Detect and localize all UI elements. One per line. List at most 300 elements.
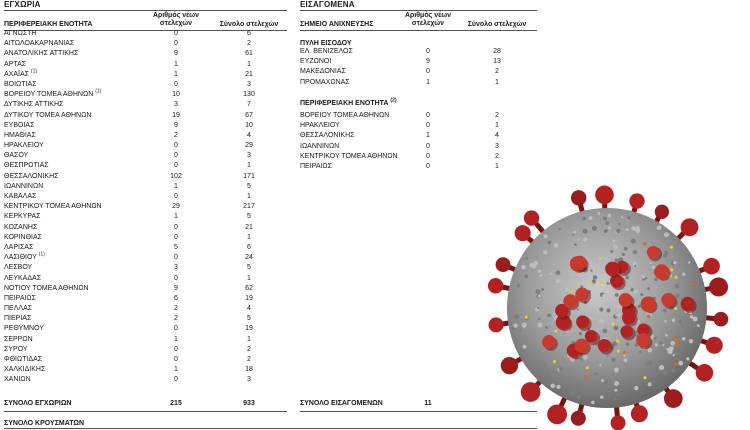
row-name bbox=[4, 263, 32, 273]
row-total-count: 3 bbox=[495, 142, 499, 150]
table-row bbox=[4, 375, 287, 385]
domestic-total-total: 933 bbox=[243, 400, 255, 407]
virus-spike-head bbox=[515, 225, 531, 241]
virus-texture-dot bbox=[593, 318, 595, 320]
virus-surface-spike-head bbox=[572, 256, 586, 270]
region-subheading bbox=[300, 97, 397, 107]
virus-texture-dot bbox=[601, 304, 604, 307]
virus-texture-dot bbox=[657, 225, 662, 230]
row-new-count: 102 bbox=[170, 172, 182, 180]
virus-texture-dot bbox=[604, 257, 609, 262]
region-subheading-text: ΠΕΡΙΦΕΡΕΙΑΚΗ ΕΝΟΤΗΤΑ bbox=[300, 100, 389, 107]
table-row bbox=[4, 49, 287, 59]
row-name-text: ΑΝΑΤΟΛΙΚΗΣ ΑΤΤΙΚΗΣ bbox=[4, 50, 79, 58]
virus-texture-dot bbox=[607, 354, 609, 356]
virus-texture-dot bbox=[613, 245, 618, 250]
virus-texture-dot bbox=[663, 309, 667, 313]
virus-texture-dot bbox=[673, 355, 678, 360]
row-name-text: ΚΑΒΑΛΑΣ bbox=[4, 193, 37, 200]
virus-texture-dot bbox=[639, 351, 641, 353]
row-new-count: 29 bbox=[172, 203, 180, 211]
virus-spike-head bbox=[595, 186, 614, 205]
virus-texture-dot bbox=[543, 250, 547, 254]
row-total-count: 5 bbox=[247, 315, 251, 323]
row-name bbox=[4, 304, 32, 314]
row-total-count: 5 bbox=[247, 264, 251, 272]
row-name-text: ΛΕΥΚΑΔΑΣ bbox=[4, 274, 42, 282]
virus-texture-dot bbox=[614, 398, 616, 400]
imported-col-new: Αριθμός νέων στελεχών bbox=[404, 12, 452, 27]
virus-texture-dot bbox=[565, 287, 569, 291]
table-row bbox=[300, 67, 537, 77]
domestic-table bbox=[4, 29, 287, 386]
row-total-count: 62 bbox=[245, 284, 253, 292]
virus-texture-dot bbox=[529, 263, 534, 268]
virus-texture-dot bbox=[539, 274, 542, 277]
imported-total-label: ΣΥΝΟΛΟ ΕΙΣΑΓΟΜΕΝΩΝ bbox=[300, 400, 383, 407]
virus-texture-dot bbox=[642, 275, 645, 278]
virus-protein-dot bbox=[647, 315, 650, 318]
virus-texture-dot bbox=[688, 261, 690, 263]
row-total-count: 2 bbox=[495, 68, 499, 76]
virus-texture-dot bbox=[663, 370, 667, 374]
domestic-total-label: ΣΥΝΟΛΟ ΕΓΧΩΡΙΩΝ bbox=[4, 400, 72, 407]
row-new-count: 2 bbox=[174, 315, 178, 323]
virus-protein-dot bbox=[676, 342, 679, 345]
table-row bbox=[4, 324, 287, 334]
virus-spike-head bbox=[547, 404, 567, 424]
virus-texture-dot bbox=[608, 214, 611, 217]
virus-texture-dot bbox=[602, 294, 607, 299]
table-row bbox=[4, 243, 287, 253]
row-total-count: 2 bbox=[495, 112, 499, 119]
virus-texture-dot bbox=[554, 243, 558, 247]
row-name-text: ΛΕΣΒΟΥ bbox=[4, 264, 33, 272]
row-name bbox=[4, 233, 42, 243]
row-total-count: 24 bbox=[245, 254, 253, 262]
row-new-count: 0 bbox=[426, 122, 430, 130]
row-total-count: 3 bbox=[247, 152, 251, 160]
row-name-text: ΗΡΑΚΛΕΙΟΥ bbox=[300, 122, 340, 130]
virus-texture-dot bbox=[615, 314, 618, 317]
virus-texture-dot bbox=[617, 394, 620, 397]
row-name bbox=[4, 29, 36, 39]
virus-spike-head bbox=[629, 193, 644, 208]
table-row bbox=[4, 172, 287, 182]
virus-texture-dot bbox=[622, 253, 625, 256]
row-name bbox=[4, 60, 26, 70]
row-name bbox=[4, 284, 89, 294]
virus-texture-dot bbox=[624, 358, 628, 362]
virus-spike-head bbox=[714, 312, 729, 327]
row-total-count: 1 bbox=[247, 162, 251, 170]
domestic-section-title: ΕΓΧΩΡΙΑ bbox=[4, 0, 41, 9]
row-new-count: 2 bbox=[174, 305, 178, 313]
row-total-count: 28 bbox=[493, 48, 501, 55]
row-name bbox=[4, 100, 63, 110]
row-name-text: ΒΟΡΕΙΟΥ ΤΟΜΕΑ ΑΘΗΝΩΝ bbox=[4, 91, 94, 99]
virus-protein-dot bbox=[616, 340, 619, 343]
row-new-count: 3 bbox=[174, 264, 178, 272]
cases-total-label: ΣΥΝΟΛΟ ΚΡΟΥΣΜΑΤΩΝ bbox=[4, 420, 85, 427]
virus-texture-dot bbox=[614, 305, 617, 308]
imported-col-total: Σύνολο στελεχών bbox=[467, 21, 527, 28]
virus-texture-dot bbox=[538, 323, 543, 328]
row-new-count: 1 bbox=[426, 78, 430, 86]
table-row bbox=[4, 60, 287, 70]
table-row bbox=[4, 39, 287, 49]
virus-surface-spike-head bbox=[620, 325, 632, 337]
row-new-count: 9 bbox=[426, 58, 430, 66]
row-total-count: 4 bbox=[247, 131, 251, 139]
row-name bbox=[4, 355, 42, 365]
virus-protein-dot bbox=[553, 360, 556, 363]
virus-protein-dot bbox=[617, 350, 620, 353]
row-new-count: 5 bbox=[174, 243, 178, 251]
virus-texture-dot bbox=[579, 332, 582, 335]
row-new-count: 0 bbox=[174, 142, 178, 150]
row-name bbox=[4, 121, 34, 131]
row-total-count: 29 bbox=[245, 142, 253, 150]
virus-texture-dot bbox=[603, 216, 607, 220]
row-name bbox=[4, 223, 37, 233]
virus-texture-dot bbox=[534, 261, 538, 265]
row-new-count: 0 bbox=[174, 233, 178, 241]
table-row bbox=[300, 162, 537, 172]
row-name bbox=[300, 78, 350, 88]
virus-protein-dot bbox=[673, 335, 676, 338]
row-name bbox=[4, 111, 91, 121]
virus-texture-dot bbox=[672, 319, 675, 322]
virus-spike-head bbox=[706, 337, 723, 354]
virus-texture-dot bbox=[635, 228, 638, 231]
row-name bbox=[4, 141, 44, 151]
row-name bbox=[4, 131, 36, 141]
table-row bbox=[4, 304, 287, 314]
virus-texture-dot bbox=[614, 381, 619, 386]
row-name-text: ΒΟΙΩΤΙΑΣ bbox=[4, 80, 37, 88]
virus-protein-dot bbox=[586, 366, 589, 369]
virus-texture-dot bbox=[598, 212, 601, 215]
row-name-text: ΛΑΡΙΣΑΣ bbox=[4, 243, 34, 251]
row-name-text: ΣΕΡΡΩΝ bbox=[4, 335, 33, 343]
virus-texture-dot bbox=[525, 257, 528, 260]
virus-texture-dot bbox=[664, 320, 667, 323]
row-name bbox=[4, 345, 28, 355]
virus-texture-dot bbox=[614, 389, 617, 392]
row-total-count: 1 bbox=[495, 122, 499, 130]
row-new-count: 1 bbox=[426, 132, 430, 140]
row-new-count: 0 bbox=[426, 48, 430, 55]
virus-texture-dot bbox=[538, 318, 540, 320]
row-name bbox=[4, 365, 45, 375]
table-row bbox=[4, 223, 287, 233]
virus-protein-dot bbox=[623, 351, 626, 354]
row-total-count: 171 bbox=[243, 172, 255, 180]
imported-title-rule bbox=[300, 10, 537, 11]
row-new-count: 0 bbox=[174, 162, 178, 170]
virus-texture-dot bbox=[617, 305, 620, 308]
domestic-col-new: Αριθμός νέων στελεχών bbox=[152, 12, 200, 27]
row-name bbox=[4, 161, 49, 171]
virus-texture-dot bbox=[513, 323, 517, 327]
virus-surface-spike-head bbox=[605, 262, 619, 276]
row-name-text: ΑΡΤΑΣ bbox=[4, 60, 27, 68]
virus-surface-spike-head bbox=[654, 264, 669, 279]
virus-surface-spike-head bbox=[542, 335, 556, 349]
virus-spike-head bbox=[696, 364, 714, 382]
virus-texture-dot bbox=[603, 329, 608, 334]
virus-texture-dot bbox=[570, 391, 575, 396]
row-name bbox=[4, 49, 78, 59]
virus-texture-dot bbox=[614, 368, 619, 373]
row-name-text: ΔΥΤΙΚΟΥ ΤΟΜΕΑ ΑΘΗΝΩΝ bbox=[4, 111, 92, 119]
virus-texture-dot bbox=[604, 262, 606, 264]
row-name bbox=[4, 324, 44, 334]
virus-spike-head bbox=[521, 382, 541, 402]
row-new-count: 0 bbox=[174, 274, 178, 282]
row-new-count: 0 bbox=[174, 345, 178, 353]
row-new-count: 9 bbox=[174, 121, 178, 129]
table-row bbox=[4, 111, 287, 121]
table-row bbox=[4, 294, 287, 304]
virus-texture-dot bbox=[523, 345, 527, 349]
table-row bbox=[4, 345, 287, 355]
row-total-count: 1 bbox=[247, 274, 251, 282]
virus-protein-dot bbox=[525, 316, 528, 319]
row-total-count: 18 bbox=[245, 366, 253, 374]
row-name bbox=[300, 131, 354, 141]
row-name bbox=[4, 70, 37, 80]
imported-section-title: ΕΙΣΑΓΟΜΕΝΑ bbox=[300, 0, 355, 9]
virus-texture-dot bbox=[634, 386, 638, 390]
virus-texture-dot bbox=[599, 364, 601, 366]
row-footnote-marker: (1) bbox=[95, 88, 102, 95]
row-total-count: 1 bbox=[495, 162, 499, 170]
virus-texture-dot bbox=[634, 265, 636, 267]
virus-surface-spike-head bbox=[641, 296, 657, 312]
virus-texture-dot bbox=[595, 373, 598, 376]
virus-texture-dot bbox=[669, 346, 674, 351]
virus-texture-dot bbox=[615, 258, 619, 262]
row-new-count: 0 bbox=[174, 152, 178, 160]
domestic-title-rule bbox=[4, 10, 287, 11]
row-name-text: ΧΑΛΚΙΔΙΚΗΣ bbox=[4, 366, 46, 374]
row-total-count: 5 bbox=[247, 213, 251, 221]
table-row bbox=[300, 57, 537, 67]
row-name-text: ΕΥΖΩΝΟΙ bbox=[300, 58, 332, 66]
row-name-text: ΘΕΣΣΑΛΟΝΙΚΗΣ bbox=[4, 172, 59, 180]
virus-texture-dot bbox=[680, 320, 682, 322]
virus-texture-dot bbox=[599, 308, 603, 312]
virus-spike-head bbox=[496, 257, 511, 272]
row-name bbox=[300, 142, 339, 152]
row-total-count: 19 bbox=[245, 325, 253, 333]
imported-header-rule bbox=[300, 30, 537, 31]
virus-texture-dot bbox=[547, 371, 551, 375]
virus-spike-head bbox=[489, 317, 504, 332]
virus-texture-dot bbox=[589, 216, 593, 220]
virus-texture-dot bbox=[548, 241, 551, 244]
row-total-count: 10 bbox=[245, 121, 253, 129]
virus-texture-dot bbox=[647, 360, 652, 365]
table-row bbox=[300, 142, 537, 152]
virus-texture-dot bbox=[664, 232, 669, 237]
row-new-count: 1 bbox=[174, 213, 178, 221]
row-name-text: ΚΕΝΤΡΙΚΟΥ ΤΟΜΕΑ ΑΘΗΝΩΝ bbox=[4, 203, 102, 211]
table-row bbox=[4, 212, 287, 222]
virus-spike-head bbox=[611, 415, 626, 430]
row-new-count: 0 bbox=[174, 30, 178, 37]
row-name-text: ΘΑΣΟΥ bbox=[4, 152, 29, 160]
row-total-count: 130 bbox=[243, 91, 255, 99]
virus-surface-spike-head bbox=[576, 315, 589, 328]
virus-texture-dot bbox=[600, 395, 604, 399]
row-name-text: ΘΕΣΣΑΛΟΝΙΚΗΣ bbox=[300, 132, 355, 140]
virus-protein-dot bbox=[600, 281, 603, 284]
virus-texture-dot bbox=[547, 314, 551, 318]
row-total-count: 5 bbox=[247, 182, 251, 190]
virus-spike-head bbox=[501, 357, 518, 374]
row-total-count: 7 bbox=[247, 101, 251, 109]
virus-texture-dot bbox=[633, 250, 637, 254]
row-total-count: 13 bbox=[493, 58, 501, 66]
virus-texture-dot bbox=[521, 265, 526, 270]
row-new-count: 0 bbox=[426, 142, 430, 150]
row-name-text: ΒΟΡΕΙΟΥ ΤΟΜΕΑ ΑΘΗΝΩΝ bbox=[300, 112, 390, 119]
virus-surface-spike-head bbox=[647, 246, 659, 258]
virus-texture-dot bbox=[645, 363, 647, 365]
virus-texture-dot bbox=[583, 237, 587, 241]
virus-spike-head bbox=[709, 277, 728, 296]
virus-protein-dot bbox=[692, 283, 695, 286]
table-row bbox=[300, 47, 537, 57]
virus-protein-dot bbox=[670, 268, 673, 271]
row-name bbox=[4, 253, 45, 263]
virus-texture-dot bbox=[665, 334, 667, 336]
virus-texture-dot bbox=[649, 262, 651, 264]
virus-texture-dot bbox=[610, 250, 613, 253]
virus-texture-dot bbox=[617, 313, 621, 317]
row-name bbox=[300, 67, 346, 77]
table-row bbox=[4, 70, 287, 80]
row-new-count: 0 bbox=[174, 376, 178, 384]
virus-texture-dot bbox=[697, 324, 700, 327]
row-name bbox=[4, 243, 33, 253]
virus-texture-dot bbox=[693, 317, 698, 322]
row-new-count: 0 bbox=[426, 162, 430, 170]
virus-spike-head bbox=[524, 210, 539, 225]
row-name-text: ΦΘΙΩΤΙΔΑΣ bbox=[4, 356, 43, 363]
domestic-total-new: 215 bbox=[170, 400, 182, 407]
virus-texture-dot bbox=[577, 239, 579, 241]
row-name-text: ΛΑΣΙΘΙΟΥ bbox=[4, 254, 37, 262]
row-new-count: 0 bbox=[426, 112, 430, 119]
virus-texture-dot bbox=[631, 239, 636, 244]
row-name-text: ΡΕΘΥΜΝΟΥ bbox=[4, 325, 45, 333]
virus-texture-dot bbox=[682, 337, 685, 340]
virus-spike-head bbox=[681, 218, 699, 236]
coronavirus-illustration bbox=[462, 180, 750, 430]
virus-texture-dot bbox=[654, 337, 656, 339]
table-row bbox=[4, 161, 287, 171]
row-total-count: 67 bbox=[245, 111, 253, 119]
virus-surface-spike-head bbox=[681, 297, 695, 311]
row-name-text: ΠΙΕΡΙΑΣ bbox=[4, 315, 32, 323]
virus-texture-dot bbox=[606, 221, 610, 225]
row-total-count: 217 bbox=[243, 203, 255, 211]
virus-texture-dot bbox=[541, 288, 544, 291]
row-new-count: 0 bbox=[174, 356, 178, 363]
row-total-count: 19 bbox=[245, 294, 253, 302]
region-table bbox=[300, 111, 537, 172]
virus-protein-dot bbox=[584, 375, 587, 378]
table-row bbox=[4, 335, 287, 345]
table-row bbox=[4, 29, 287, 39]
virus-texture-dot bbox=[588, 271, 591, 274]
row-name-text: ΣΥΡΟΥ bbox=[4, 345, 28, 353]
virus-texture-dot bbox=[645, 277, 647, 279]
virus-protein-dot bbox=[674, 276, 677, 279]
virus-texture-dot bbox=[639, 383, 641, 385]
virus-texture-dot bbox=[575, 384, 579, 388]
row-name bbox=[4, 80, 37, 90]
virus-texture-dot bbox=[583, 355, 588, 360]
row-name-text: ΜΑΚΕΔΟΝΙΑΣ bbox=[300, 68, 346, 76]
row-total-count: 2 bbox=[247, 40, 251, 48]
row-new-count: 0 bbox=[174, 40, 178, 48]
virus-texture-dot bbox=[613, 240, 616, 243]
row-name-text: ΑΧΑΪΑΣ bbox=[4, 70, 29, 78]
virus-texture-dot bbox=[659, 365, 664, 370]
table-row bbox=[4, 274, 287, 284]
row-footnote-marker: (1) bbox=[30, 68, 38, 75]
row-name-text: ΚΟΖΑΝΗΣ bbox=[4, 223, 38, 231]
table-row bbox=[4, 253, 287, 263]
row-name bbox=[4, 90, 101, 100]
virus-texture-dot bbox=[550, 272, 552, 274]
row-name bbox=[4, 375, 31, 385]
table-row bbox=[4, 100, 287, 110]
row-new-count: 1 bbox=[174, 60, 178, 68]
virus-texture-dot bbox=[542, 364, 545, 367]
region-subheading-sup: (2) bbox=[390, 97, 397, 104]
row-name-text: ΗΜΑΘΙΑΣ bbox=[4, 131, 36, 139]
virus-texture-dot bbox=[654, 278, 658, 282]
virus-texture-dot bbox=[550, 384, 555, 389]
row-new-count: 9 bbox=[174, 284, 178, 292]
imported-col-point: ΣΗΜΕΙΟ ΑΝΙΧΝΕΥΣΗΣ bbox=[300, 21, 374, 28]
row-total-count: 1 bbox=[247, 193, 251, 200]
virus-texture-dot bbox=[628, 379, 630, 381]
virus-texture-dot bbox=[519, 329, 521, 331]
row-name-text: ΕΛ. ΒΕΝΙΖΕΛΟΣ bbox=[300, 48, 353, 55]
virus-surface-spike-head bbox=[619, 293, 633, 307]
row-total-count: 21 bbox=[245, 223, 253, 231]
table-row bbox=[4, 233, 287, 243]
virus-texture-dot bbox=[655, 343, 658, 346]
virus-texture-dot bbox=[554, 371, 557, 374]
virus-texture-dot bbox=[606, 308, 610, 312]
row-total-count: 1 bbox=[247, 60, 251, 68]
virus-texture-dot bbox=[583, 229, 588, 234]
table-row bbox=[4, 121, 287, 131]
virus-texture-dot bbox=[590, 270, 592, 272]
virus-texture-dot bbox=[580, 358, 583, 361]
virus-spike-head bbox=[571, 190, 586, 205]
row-total-count: 2 bbox=[495, 152, 499, 160]
virus-texture-dot bbox=[614, 326, 619, 331]
